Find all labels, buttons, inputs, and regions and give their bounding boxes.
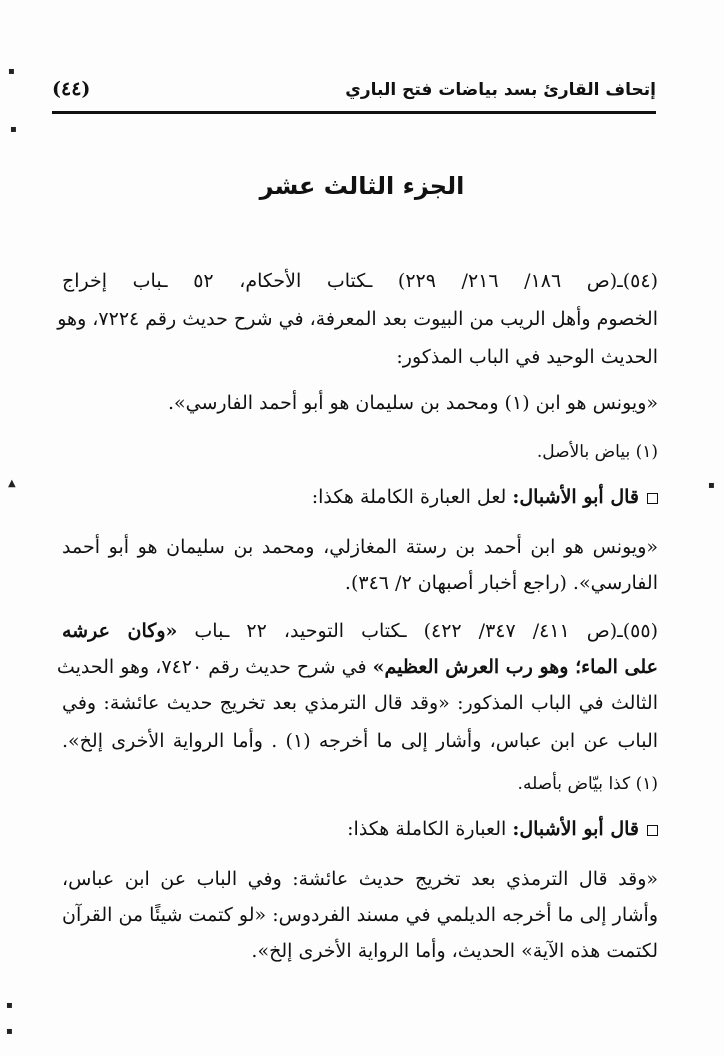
chapter-title: «وكان عرشه [62, 620, 178, 642]
entry-55-line-1-text: (٥٥)ـ(ص ٤١١/ ٣٤٧/ ٤٢٢) ـكتاب التوحيد، ٢٢ ـباب [177, 620, 658, 642]
entry-54-quote: «ويونس هو ابن (١) ومحمد بن سليمان هو أبو أحمد الفارسي». [168, 392, 658, 414]
comment-text: العبارة الكاملة هكذا: [347, 818, 507, 840]
entry-55-full-1: «وقد قال الترمذي بعد تخريج حديث عائشة: وفي الباب عن ابن عباس، [62, 868, 658, 890]
margin-mark: ▪ [10, 124, 17, 135]
comment-label: قال أبو الأشبال: [512, 486, 639, 508]
entry-55-full-2: وأشار إلى ما أخرجه الديلمي في مسند الفردوس: «لو كتمت شيئًا من القرآن [62, 904, 658, 926]
square-bullet-icon [647, 825, 658, 836]
entry-55-full-3: لكتمت هذه الآية» الحديث، وأما الرواية الأخرى إلخ». [251, 940, 658, 962]
entry-54-full-1: «ويونس هو ابن أحمد بن رستة المغازلي، ومحمد بن سليمان هو أبو أحمد [62, 536, 658, 558]
margin-mark: ▲ [8, 478, 16, 489]
entry-54-line-1: (٥٤)ـ(ص ١٨٦/ ٢١٦/ ٢٢٩) ـكتاب الأحكام، ٥٢ ـباب إخراج [62, 270, 658, 292]
entry-54-line-2: الخصوم وأهل الريب من البيوت بعد المعرفة، في شرح حديث رقم ٧٢٢٤، وهو [57, 308, 658, 330]
entry-55-line-1 [62, 620, 658, 643]
page-header [52, 70, 656, 114]
margin-mark: ▪ [6, 1026, 13, 1037]
entry-55-footnote: (١) كذا بيّاض بأصله. [517, 774, 658, 794]
page-number: (٤٤) [52, 78, 91, 100]
entry-55-line-4: الباب عن ابن عباس، وأشار إلى ما أخرجه (١) . وأما الرواية الأخرى إلخ». [62, 730, 659, 752]
entry-54-comment [312, 486, 658, 509]
entry-54-full-2: الفارسي». (راجع أخبار أصبهان ٢/ ٣٤٦). [344, 572, 658, 594]
entry-55-comment [347, 818, 658, 841]
margin-mark: ▪ [8, 66, 15, 77]
header-rule [52, 111, 656, 114]
comment-text: لعل العبارة الكاملة هكذا: [311, 486, 507, 508]
entry-55-line-2-text: في شرح حديث رقم ٧٤٢٠، وهو الحديث [56, 656, 373, 678]
margin-mark: ▪ [708, 480, 715, 491]
entry-54-footnote: (١) بياض بالأصل. [536, 442, 658, 462]
margin-mark: ▪ [6, 1000, 13, 1011]
comment-label: قال أبو الأشبال: [512, 818, 639, 840]
running-title: إتحاف القارئ بسد بياضات فتح الباري [345, 80, 656, 100]
square-bullet-icon [647, 493, 658, 504]
entry-55-line-2 [56, 656, 658, 679]
entry-55-line-3: الثالث في الباب المذكور: «وقد قال الترمذي بعد تخريج حديث عائشة: وفي [62, 692, 658, 714]
entry-54-line-3: الحديث الوحيد في الباب المذكور: [396, 346, 658, 368]
chapter-title-cont: على الماء؛ وهو رب العرش العظيم» [372, 656, 658, 678]
part-title: الجزء الثالث عشر [259, 172, 465, 200]
